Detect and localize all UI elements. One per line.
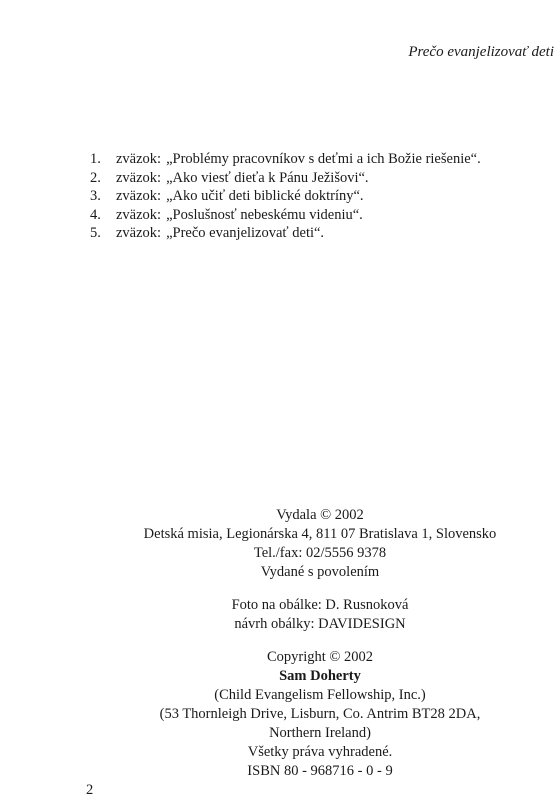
tel-fax: Tel./fax: 02/5556 9378	[253, 545, 387, 561]
list-item	[90, 150, 481, 169]
list-item-number: 2.	[90, 169, 101, 186]
list-item-title: „Problémy pracovníkov s deťmi a ich Božie riešenie“.	[166, 151, 481, 167]
running-header: Prečo evanjelizovať deti	[408, 44, 554, 60]
list-item-number: 4.	[90, 206, 101, 223]
published-line: Vydala © 2002	[276, 507, 364, 523]
spacer	[0, 634, 560, 648]
isbn: ISBN 80 - 968716 - 0 - 9	[247, 763, 393, 779]
list-item-label: zväzok:	[116, 169, 162, 186]
copyright-line: Copyright © 2002	[266, 649, 374, 665]
list-item-title: „Prečo evanjelizovať deti“.	[166, 225, 325, 241]
list-item-label: zväzok:	[116, 151, 162, 167]
imprint-block	[0, 506, 560, 781]
list-item	[90, 187, 481, 206]
author-name: Sam Doherty	[279, 668, 361, 684]
organization-name: (Child Evangelism Fellowship, Inc.)	[214, 687, 426, 703]
publisher-address: Detská misia, Legionárska 4, 811 07 Bratislava 1, Slovensko	[143, 526, 497, 542]
page-number: 2	[86, 782, 94, 798]
list-item-title: „Poslušnosť nebeskému videniu“.	[166, 206, 363, 223]
list-item-number: 3.	[90, 188, 101, 204]
list-item	[90, 206, 481, 225]
volume-list	[90, 150, 481, 243]
list-item-label: zväzok:	[116, 225, 162, 241]
list-item-title: „Ako viesť dieťa k Pánu Ježišovi“.	[166, 169, 369, 186]
cover-photo-credit: Foto na obálke: D. Rusnoková	[231, 597, 409, 613]
list-item-label: zväzok:	[116, 206, 162, 223]
list-item-title: „Ako učiť deti biblické doktríny“.	[166, 188, 364, 204]
rights-notice: Všetky práva vyhradené.	[247, 744, 393, 760]
spacer	[0, 582, 560, 596]
organization-address-line-1: (53 Thornleigh Drive, Lisburn, Co. Antrim BT28 2DA,	[159, 706, 481, 722]
organization-address-line-2: Northern Ireland)	[269, 725, 371, 741]
list-item-number: 1.	[90, 151, 101, 167]
list-item-label: zväzok:	[116, 188, 162, 204]
list-item	[90, 224, 481, 243]
list-item	[90, 169, 481, 188]
list-item-number: 5.	[90, 225, 101, 241]
permission-note: Vydané s povolením	[260, 564, 380, 580]
cover-design-credit: návrh obálky: DAVIDESIGN	[234, 616, 406, 632]
